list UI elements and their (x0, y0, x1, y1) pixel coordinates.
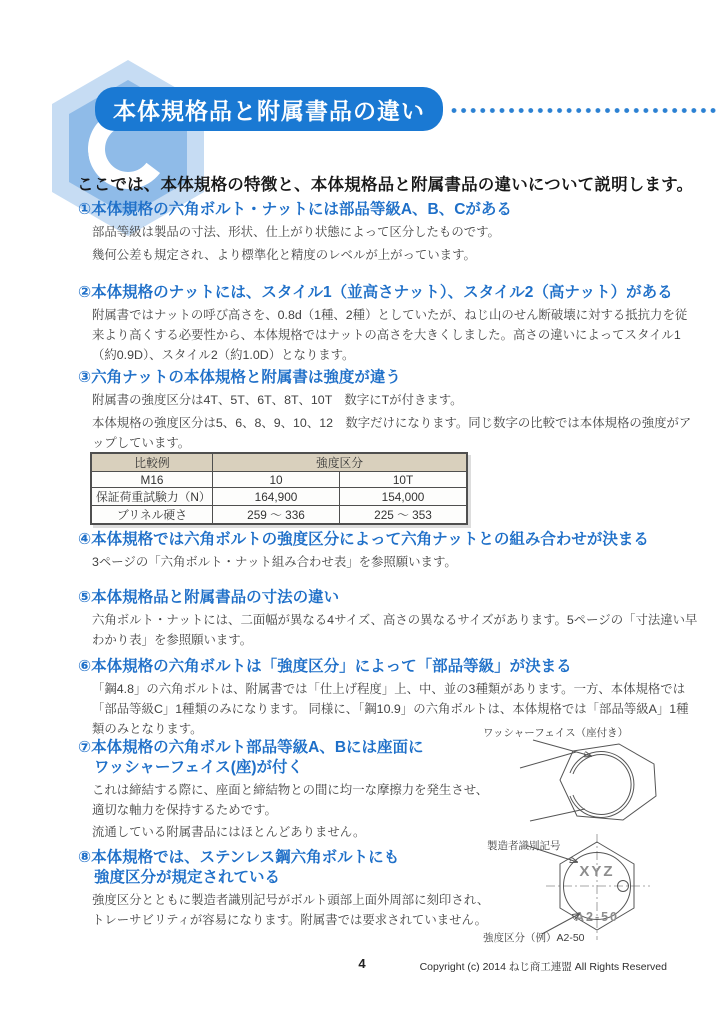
maker-mark-text: XYZ (579, 863, 615, 880)
page-title-bar (95, 87, 443, 131)
table-row (91, 472, 467, 488)
page-number: 4 (358, 956, 366, 971)
table-header-row (91, 453, 467, 472)
washer-face-label: ワッシャーフェイス（座付き） (483, 727, 629, 739)
body-text: 幾何公差も規定され、より標準化と精度のレベルが上がっています。 (92, 247, 476, 262)
section-heading: ワッシャーフェイス(座)が付く (94, 758, 304, 776)
body-text: 附属書ではナットの呼び高さを、0.8d（1種、2種）としていたが、ねじ山のせん断破壊に対する抵抗力を従来より高くする必要性から、本体規格ではナットの高さを大きくしました。高さの違いによってスタイル1（約0.9D）、スタイル2（約1.0D）となります。 (92, 307, 688, 362)
table-cell: 10T (340, 472, 468, 488)
table-cell: 10 (213, 472, 340, 488)
dotted-line (451, 107, 717, 114)
body-text: これは締結する際に、座面と締結物との間に均一な摩擦力を発生させ、適切な軸力を保持するためです。 (92, 782, 489, 817)
section-heading: ⑥本体規格の六角ボルトは「強度区分」によって「部品等級」が決まる (78, 658, 572, 675)
table-cell: 259 ～ 336 (213, 506, 340, 525)
section-3 (78, 368, 706, 453)
table-cell: ブリネル硬さ (91, 506, 213, 525)
table-row (91, 488, 467, 506)
body-text: 流通している附属書品にはほとんどありません。 (92, 825, 366, 840)
section-heading: ④本体規格では六角ボルトの強度区分によって六角ナットとの組み合わせが決まる (78, 531, 649, 548)
copyright-text: Copyright (c) 2014 ねじ商工連盟 All Rights Reserved (419, 961, 667, 973)
body-text: 強度区分とともに製造者識別記号がボルト頭部上面外周部に刻印され、トレーサビリティが容易になります。附属書では要求されていません。 (92, 892, 490, 927)
section-5 (78, 588, 706, 651)
table-cell: M16 (91, 472, 213, 488)
body-text: 本体規格の強度区分は5、6、8、9、10、12 数字だけになります。同じ数字の比較では本体規格の強度がアップしています。 (92, 415, 692, 450)
body-text: 3ページの「六角ボルト・ナット組み合わせ表」を参照願います。 (92, 554, 457, 569)
strength-comparison-table (90, 452, 468, 525)
table-header-cell: 強度区分 (213, 453, 468, 472)
intro-text: ここでは、本体規格の特徴と、本体規格品と附属書品の違いについて説明します。 (77, 176, 694, 194)
section-heading: ⑤本体規格品と附属書品の寸法の違い (78, 589, 340, 606)
strength-class-label: 強度区分（例）A2-50 (483, 932, 585, 944)
section-heading: ①本体規格の六角ボルト・ナットには部品等級A、B、Cがある (78, 201, 512, 218)
table-header-cell: 比較例 (91, 453, 213, 472)
body-text: 「鋼4.8」の六角ボルトは、附属書では「仕上げ程度」上、中、並の3種類があります。一方、本体規格では「部品等級C」1種類のみになります。 同様に、「鋼10.9」の六角ボルトは、本体規格では「部品等級A」1種類のみとなります。 (92, 681, 689, 736)
body-text: 附属書の強度区分は4T、5T、6T、8T、10T 数字にTが付きます。 (92, 392, 463, 407)
page-title: 本体規格品と附属書品の違い (113, 97, 425, 124)
strength-class-mark-text: A2-50 (574, 910, 620, 924)
section-heading: ⑧本体規格では、ステンレス鋼六角ボルトにも (78, 849, 400, 866)
table-cell: 164,900 (213, 488, 340, 506)
section-2 (78, 283, 706, 365)
section-heading: ③六角ナットの本体規格と附属書は強度が違う (78, 369, 401, 386)
table-cell: 225 ～ 353 (340, 506, 468, 525)
section-4 (78, 530, 706, 573)
washer-face-diagram (505, 738, 717, 838)
table-row (91, 506, 467, 525)
body-text: 六角ボルト・ナットには、二面幅が異なる4サイズ、高さの異なるサイズがあります。5ページの「寸法違い早わかり表」を参照願います。 (92, 612, 698, 647)
section-1 (78, 200, 706, 266)
bolt-head-top-view-diagram (470, 833, 720, 968)
section-8 (78, 848, 490, 930)
table-cell: 保証荷重試験力（N） (91, 488, 213, 506)
maker-mark-label: 製造者識別記号 (487, 840, 561, 852)
table-cell: 154,000 (340, 488, 468, 506)
section-7 (78, 738, 490, 843)
section-heading: 強度区分が規定されている (94, 868, 281, 886)
body-text: 部品等級は製品の寸法、形状、仕上がり状態によって区分したものです。 (92, 224, 500, 239)
section-heading: ⑦本体規格の六角ボルト部品等級A、Bには座面に (78, 739, 424, 756)
section-heading: ②本体規格のナットには、スタイル1（並高さナット）、スタイル2（高ナット）がある (78, 284, 673, 301)
